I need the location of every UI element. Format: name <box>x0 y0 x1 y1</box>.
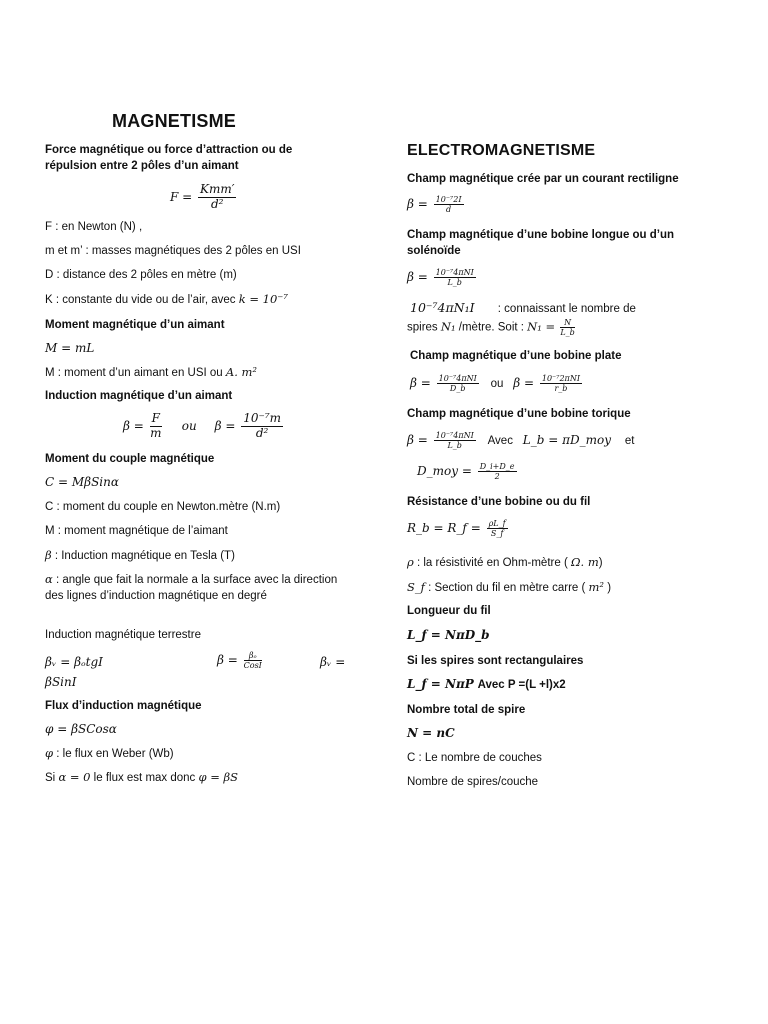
rect-heading: Champ magnétique crée par un courant rectiligne <box>407 173 679 185</box>
force-den: d² <box>211 196 224 211</box>
beta-symbol: β <box>45 548 52 562</box>
tor-num: 10⁻⁷4πNI <box>435 431 474 440</box>
flux-formula: φ = βSCosα <box>45 722 117 736</box>
couple-heading: Moment du couple magnétique <box>45 453 215 465</box>
terr-f2 <box>217 651 264 670</box>
plate-num: 10⁻⁷4πNI <box>438 374 477 383</box>
flux-max-line <box>45 769 238 786</box>
res-den: S_f <box>490 529 504 539</box>
flux-max-pre: Si <box>45 772 56 784</box>
sol-spires-num: N <box>560 318 574 328</box>
couple-c-text: C : moment du couple en Newton.mètre (N.m) <box>45 501 281 513</box>
terr-f2-lhs: β = <box>217 653 238 668</box>
tor-lhs: β = <box>407 433 428 448</box>
tor-dmoy-fraction <box>478 462 517 481</box>
alpha-symbol: α <box>45 572 53 586</box>
induction-formula <box>123 412 285 441</box>
sf-text: : Section du fil en mètre carre ( <box>424 582 586 594</box>
moment-heading: Moment magnétique d’un aimant <box>45 319 225 331</box>
terr-f2-fraction <box>244 651 262 670</box>
sol-fraction <box>434 268 476 287</box>
plate-ou: ou <box>490 378 504 391</box>
rect-spires-heading: Si les spires sont rectangulaires <box>407 655 584 667</box>
tor-avec: Avec <box>487 435 513 448</box>
sol-spires-den: L_b <box>560 328 575 338</box>
sol-spires-fraction <box>560 318 574 337</box>
terr-f1: βᵥ = βₒtgI <box>45 655 103 669</box>
phi-symbol: φ <box>45 746 54 760</box>
induction-ou: ou <box>181 418 197 433</box>
terrestre-text: Induction magnétique terrestre <box>45 629 201 641</box>
induction-f1-num: F <box>151 411 160 425</box>
moment-text: M : moment d’un aimant en USI ou <box>45 367 223 379</box>
constant-line <box>45 291 288 308</box>
force-num: Kmm′ <box>200 182 235 196</box>
flux-max-formula: φ = βS <box>198 770 239 784</box>
sol-den: L_b <box>447 278 462 288</box>
tor-dmoy-num: D_i+D_e <box>479 462 515 471</box>
tor-dmoy-lhs: D_moy = <box>417 464 472 479</box>
plate-lhs: β = <box>410 376 431 391</box>
plate-fraction-2 <box>540 374 582 393</box>
rho-close: ) <box>598 557 603 569</box>
sol-spires-lhs: N₁ = <box>527 319 556 334</box>
tor-formula <box>407 431 634 450</box>
flux-line <box>45 745 174 762</box>
sol-spires-line <box>407 318 577 337</box>
tor-dmoy-den: 2 <box>494 472 500 482</box>
len-formula: L_f = NπD_b <box>407 628 490 642</box>
terr-f3: βᵥ = <box>320 655 346 669</box>
couple-beta-line <box>45 547 235 564</box>
induction-f2-num: 10⁻⁷m <box>243 411 282 425</box>
induction-f1-fraction <box>150 412 162 441</box>
force-formula <box>170 183 238 212</box>
tor-fraction <box>434 431 476 450</box>
plate-formula <box>410 374 584 393</box>
couple-m-text: M : moment magnétique de l’aimant <box>45 525 228 537</box>
plate-num2: 10⁻⁷2πNI <box>541 374 580 383</box>
rect-fraction <box>434 195 464 214</box>
moment-formula: M = mL <box>45 341 95 355</box>
tor-heading: Champ magnétique d’une bobine torique <box>407 408 631 420</box>
rect-den: d <box>446 205 452 215</box>
force-unit: F : en Newton (N) , <box>45 221 143 233</box>
res-formula <box>407 519 510 538</box>
sol-alt: 10⁻⁷4πN₁I <box>410 300 475 315</box>
terr-f3-cont: βSinI <box>45 675 77 689</box>
rect-num: 10⁻⁷2I <box>435 195 462 204</box>
tor-lb: L_b = πD_moy <box>522 433 612 448</box>
terr-f2-num: βₒ <box>244 651 262 661</box>
terr-f2-den: CosI <box>243 661 262 671</box>
couple-beta-text: : Induction magnétique en Tesla (T) <box>51 550 235 562</box>
spires-couche-text: Nombre de spires/couche <box>407 776 539 788</box>
len-heading: Longueur du fil <box>407 605 491 617</box>
induction-f1-lhs: β = <box>123 418 144 433</box>
title-electromagnetisme: ELECTROMAGNETISME <box>407 142 596 159</box>
rho-unit: Ω. m <box>570 555 599 569</box>
res-num: ρL_f <box>488 519 506 528</box>
rho-text: : la résistivité en Ohm-mètre ( <box>413 557 568 569</box>
total-heading: Nombre total de spire <box>407 704 526 716</box>
flux-text: : le flux en Weber (Wb) <box>53 748 174 760</box>
rho-symbol: ρ <box>407 555 414 569</box>
plate-lhs2: β = <box>513 376 535 391</box>
total-formula: N = nC <box>407 726 455 740</box>
flux-max-cond: α = 0 <box>58 770 91 784</box>
sol-alt-text: : connaissant le nombre de <box>497 303 636 315</box>
sf-unit: m² <box>588 580 605 594</box>
rect-formula <box>407 195 466 214</box>
sol-lhs: β = <box>407 270 428 285</box>
sf-line <box>407 579 611 596</box>
couple-alpha-text: : angle que fait la normale a la surface avec la direction des lignes d’induction magnétique en degré <box>45 574 338 602</box>
sol-spires-mid: /mètre. Soit : <box>458 321 524 334</box>
tor-den: L_b <box>447 441 462 451</box>
rho-line <box>407 554 603 571</box>
sol-formula <box>407 268 478 287</box>
force-formula-lhs: F = <box>170 189 193 204</box>
tor-et: et <box>624 435 635 448</box>
couple-alpha-line <box>45 571 345 604</box>
sf-symbol: S_f <box>407 580 425 594</box>
sf-close: ) <box>604 582 612 594</box>
res-lhs: R_b = R_f = <box>407 521 481 536</box>
moment-unit: A. m² <box>225 365 258 379</box>
force-heading: Force magnétique ou force d’attraction ou de répulsion entre 2 pôles d’un aimant <box>45 144 293 172</box>
res-heading: Résistance d’une bobine ou du fil <box>407 496 591 508</box>
flux-heading: Flux d’induction magnétique <box>45 700 202 712</box>
flux-max-mid: le flux est max donc <box>93 772 196 784</box>
rect-lhs: β = <box>407 197 428 212</box>
sol-alt-line <box>410 300 636 317</box>
sol-spires-sym: N₁ <box>440 319 456 334</box>
induction-heading: Induction magnétique d’un aimant <box>45 390 233 402</box>
induction-f2-lhs: β = <box>214 418 236 433</box>
rect-spires-avec: Avec P =(L +l)x2 <box>477 679 566 691</box>
plate-den: D_b <box>449 384 466 394</box>
plate-fraction <box>437 374 479 393</box>
sol-spires-pre: spires <box>407 321 438 334</box>
constant-text: K : constante du vide ou de l’air, avec <box>45 294 236 306</box>
tor-dmoy-formula <box>417 462 519 481</box>
rect-spires-line <box>407 677 566 691</box>
induction-f2-fraction <box>241 412 283 441</box>
plate-heading: Champ magnétique d’une bobine plate <box>410 350 622 362</box>
masses-text: m et m’ : masses magnétiques des 2 pôles en USI <box>45 245 301 257</box>
res-fraction <box>487 519 508 538</box>
title-magnetisme: MAGNETISME <box>112 111 237 131</box>
solenoid-heading: Champ magnétique d’une bobine longue ou d’un solénoïde <box>407 229 675 257</box>
couple-formula: C = MβSinα <box>45 475 119 489</box>
couches-text: C : Le nombre de couches <box>407 752 542 764</box>
sol-num: 10⁻⁷4πNI <box>435 268 474 277</box>
induction-f1-den: m <box>150 425 162 440</box>
moment-line <box>45 364 257 381</box>
rect-spires-formula: L_f = NπP <box>407 677 474 691</box>
induction-f2-den: d² <box>255 425 269 440</box>
force-fraction <box>198 183 236 212</box>
distance-text: D : distance des 2 pôles en mètre (m) <box>45 269 237 281</box>
constant-formula: k = 10⁻⁷ <box>238 292 288 306</box>
plate-den2: r_b <box>554 384 568 394</box>
